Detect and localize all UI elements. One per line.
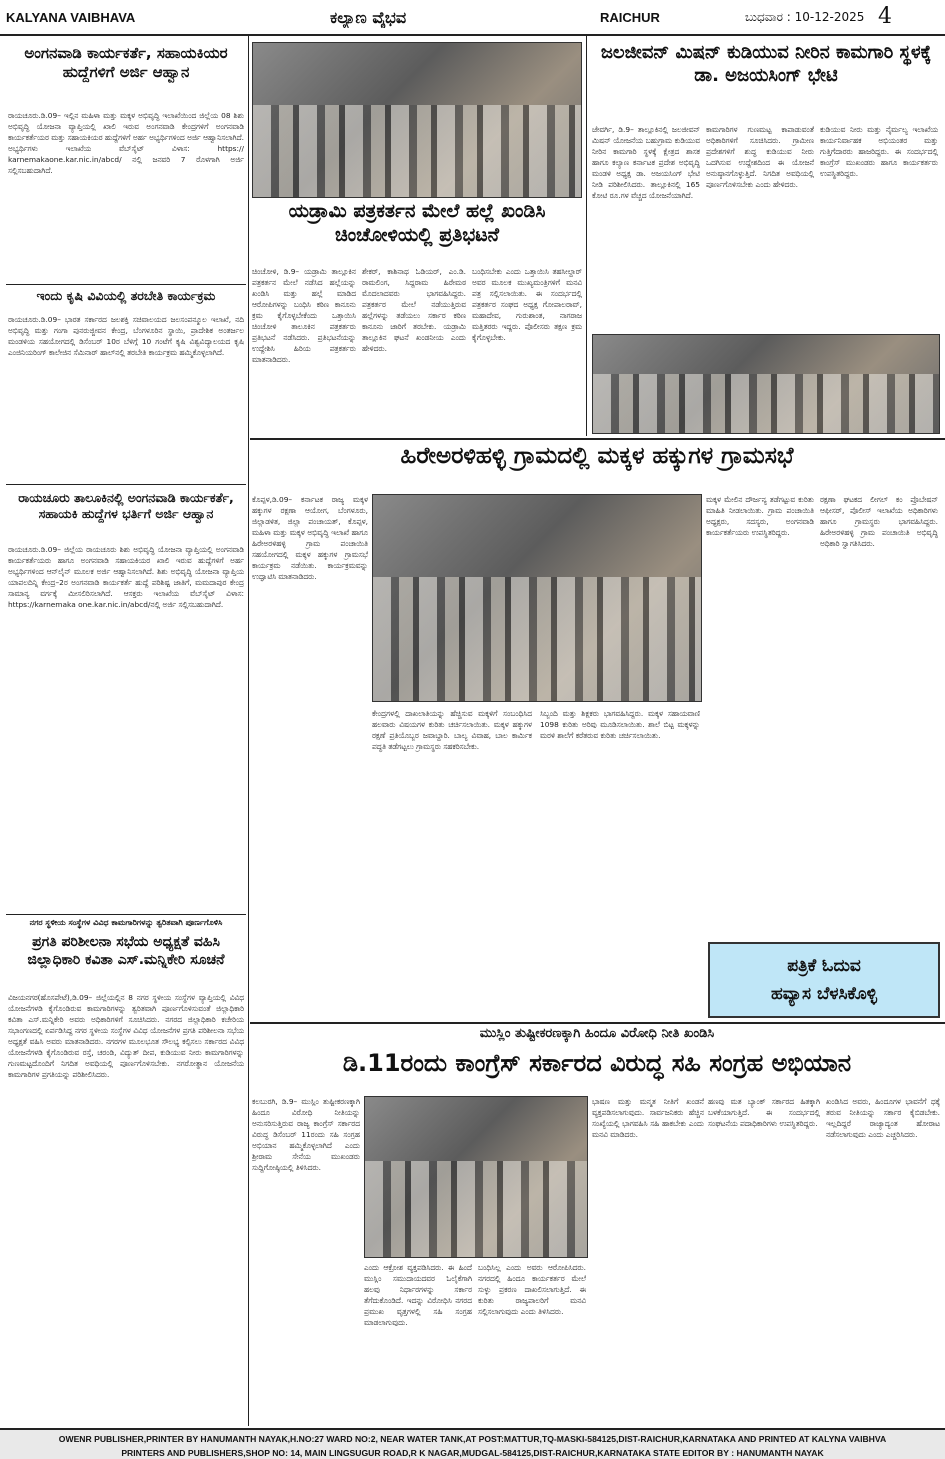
divider	[6, 284, 246, 285]
article-review-kicker: ನಗರ ಸ್ಥಳೀಯ ಸಂಸ್ಥೆಗಳ ವಿವಿಧ ಕಾಮಗಾರಿಗಳನ್ನು ತ್ವರಿತವಾಗಿ ಪೂರ್ಣಗೊಳಿಸಿ	[29, 918, 223, 927]
reading-habit-promo	[708, 942, 940, 1018]
child-rights-body-col1: ಕೊಪ್ಪಳ,ಡಿ.09– ಕರ್ನಾಟಕ ರಾಜ್ಯ ಮಕ್ಕಳ ಹಕ್ಕುಗಳ ರಕ್ಷಣಾ ಆಯೋಗ, ಬೆಂಗಳೂರು, ಜಿಲ್ಲಾಡಳಿತ, ಜಿಲ್ಲಾ ಪಂಚಾಯತ್, ಕೊಪ್ಪಳ, ಮಹಿಳಾ ಮತ್ತು ಮಕ್ಕಳ ಅಭಿವೃದ್ಧಿ ಇಲಾಖೆ ಹಾಗೂ ಹಿರೇಅರಳಿಹಳ್ಳಿ ಗ್ರಾಮ ಪಂಚಾಯಿತಿ ಸಹಯೋಗದಲ್ಲಿ ಮಕ್ಕಳ ಹಕ್ಕುಗಳ ಗ್ರಾಮಸಭೆ ಕಾರ್ಯಕ್ರಮ ನಡೆಯಿತು. ಕಾರ್ಯಕ್ರಮವನ್ನು ಉದ್ಘಾಟಿಸಿ ಮಾತನಾಡಿದರು.	[252, 495, 368, 581]
journalist-protest-photo	[252, 42, 582, 198]
masthead-rule	[0, 34, 945, 36]
paper-name-kannada: ಕಲ್ಯಾಣ ವೈಭವ	[330, 8, 407, 27]
promo-line-2: ಹವ್ಯಾಸ ಬೆಳಸಿಕೊಳ್ಳಿ	[770, 984, 878, 1004]
section-rule	[250, 438, 945, 440]
article-raichur-anganwadi-headline: ರಾಯಚೂರು ತಾಲೂಕಿನಲ್ಲಿ ಅಂಗನವಾಡಿ ಕಾರ್ಯಕರ್ತೆ, ಸಹಾಯಕಿ ಹುದ್ದೆಗಳ ಭರ್ತಿಗೆ ಅರ್ಜಿ ಆಹ್ವಾನ	[18, 490, 234, 521]
paper-name-english: KALYANA VAIBHAVA	[6, 10, 136, 25]
divider	[6, 484, 246, 485]
campaign-body-col6: ಖಂಡಿಸಿದ ಅವರು, ಹಿಂದೂಗಳ ಭಾವನೆಗೆ ಧಕ್ಕೆ ತರುವ ನೀತಿಯನ್ನು ಸರ್ಕಾರ ಕೈಬಿಡಬೇಕು. ಇಲ್ಲದಿದ್ದರೆ ರಾಜ್ಯಾದ್ಯಂತ ಹೋರಾಟ ನಡೆಸಲಾಗುವುದು ಎಂದು ಎಚ್ಚರಿಸಿದರು.	[826, 1097, 940, 1139]
page-number: 4	[878, 4, 892, 29]
child-rights-body-col3: ಸಿಬ್ಬಂದಿ ಮತ್ತು ಶಿಕ್ಷಕರು ಭಾಗವಹಿಸಿದ್ದರು. ಮಕ್ಕಳ ಸಹಾಯವಾಣಿ 1098 ಕುರಿತು ಅರಿವು ಮೂಡಿಸಲಾಯಿತು. ಶಾಲೆ ಬಿಟ್ಟ ಮಕ್ಕಳನ್ನು ಮರಳಿ ಶಾಲೆಗೆ ಕರೆತರುವ ಕುರಿತು ಚರ್ಚಿಸಲಾಯಿತು.	[540, 709, 700, 740]
campaign-kicker: ಮುಸ್ಲಿಂ ತುಷ್ಟೀಕರಣಕ್ಕಾಗಿ ಹಿಂದೂ ವಿರೋಧಿ ನೀತಿ ಖಂಡಿಸಿ	[479, 1026, 715, 1041]
child-rights-photo	[372, 494, 702, 702]
article-anganwadi-headline: ಅಂಗನವಾಡಿ ಕಾರ್ಯಕರ್ತೆ, ಸಹಾಯಕಿಯರ ಹುದ್ದೆಗಳಿಗೆ ಅರ್ಜಿ ಆಹ್ವಾನ	[24, 44, 228, 81]
article-raichur-anganwadi-body: ರಾಯಚೂರು.ಡಿ.09– ಜಿಲ್ಲೆಯ ರಾಯಚೂರು ಶಿಶು ಅಭಿವೃದ್ಧಿ ಯೋಜನಾ ವ್ಯಾಪ್ತಿಯಲ್ಲಿ ಅಂಗನವಾಡಿ ಕಾರ್ಯಕರ್ತೆಯರು ಹಾಗೂ ಅಂಗನವಾಡಿ ಸಹಾಯಕಿಯರ ಖಾಲಿ ಇರುವ ಹುದ್ದೆಗಳಿಗೆ ಅರ್ಹ ಅಭ್ಯರ್ಥಿಗಳಿಂದ ಆನ್‌ಲೈನ್ ಮೂಲಕ ಅರ್ಜಿ ಆಹ್ವಾನಿಸಲಾಗಿದೆ. ಶಿಶು ಅಭಿವೃದ್ಧಿ ಯೋಜನಾ ವ್ಯಾಪ್ತಿಯ ಯಾಪಲದಿನ್ನಿ ಕೇಂದ್ರ–2ರ ಅಂಗನವಾಡಿ ಕಾರ್ಯಕರ್ತೆ ಹುದ್ದೆ ಪರಿಶಿಷ್ಟ ಜಾತಿಗೆ, ಮಮದಾಪುರ ಕೇಂದ್ರ ಸಾಮಾನ್ಯ ವರ್ಗಕ್ಕೆ ಮೀಸಲಿರಿಸಲಾಗಿದೆ. ಆಸಕ್ತರು ಇಲಾಖೆಯ ವೆಬ್‌ಸೈಟ್ ವಿಳಾಸ: https://karnemaka one.kar.nic.in/abcd/ನಲ್ಲಿ ಅರ್ಜಿ ಸಲ್ಲಿಸಬಹುದಾಗಿದೆ.	[8, 545, 244, 609]
jaljeevan-photo	[592, 334, 940, 434]
jaljeevan-body-col1: ಜೇವರ್ಗಿ, ಡಿ.9– ತಾಲ್ಲೂಕಿನಲ್ಲಿ ಜಲಜೀವನ್ ಮಿಷನ್ ಯೋಜನೆಯ ಬಹುಗ್ರಾಮ ಕುಡಿಯುವ ನೀರಿನ ಕಾಮಗಾರಿ ಸ್ಥಳಕ್ಕೆ ಕ್ಷೇತ್ರದ ಶಾಸಕ ಹಾಗೂ ಕಲ್ಯಾಣ ಕರ್ನಾಟಕ ಪ್ರದೇಶ ಅಭಿವೃದ್ಧಿ ಮಂಡಳಿ ಅಧ್ಯಕ್ಷ ಡಾ. ಅಜಯಸಿಂಗ್ ಭೇಟಿ ನೀಡಿ ಪರಿಶೀಲಿಸಿದರು. ತಾಲ್ಲೂಕಿನಲ್ಲಿ 165 ಕೋಟಿ ರೂ.ಗಳ ವೆಚ್ಚದ ಯೋಜನೆಯಾಗಿದೆ.	[592, 125, 700, 200]
child-rights-body-col2: ಕೇಂದ್ರಗಳಲ್ಲಿ ದಾಖಲಾತಿಯನ್ನು ಹೆಚ್ಚಿಸುವ ಮಕ್ಕಳಿಗೆ ಸಂಬಂಧಿಸಿದ ಹಲವಾರು ವಿಷಯಗಳ ಕುರಿತು ಚರ್ಚಿಸಲಾಯಿತು. ಮಕ್ಕಳ ಹಕ್ಕುಗಳ ರಕ್ಷಣೆ ಪ್ರತಿಯೊಬ್ಬರ ಜವಾಬ್ದಾರಿ. ಬಾಲ್ಯ ವಿವಾಹ, ಬಾಲ ಕಾರ್ಮಿಕ ಪದ್ಧತಿ ತಡೆಗಟ್ಟಲು ಗ್ರಾಮಸ್ಥರು ಸಹಕರಿಸಬೇಕು.	[372, 709, 532, 751]
section-rule	[250, 1022, 945, 1024]
column-divider	[248, 36, 249, 1426]
promo-line-1: ಪತ್ರಿಕೆ ಓದುವ	[787, 956, 861, 976]
campaign-body-col1: ಕಲಬುರಗಿ, ಡಿ.9– ಮುಸ್ಲಿಂ ತುಷ್ಟೀಕರಣಕ್ಕಾಗಿ ಹಿಂದೂ ವಿರೋಧಿ ನೀತಿಯನ್ನು ಅನುಸರಿಸುತ್ತಿರುವ ರಾಜ್ಯ ಕಾಂಗ್ರೆಸ್ ಸರ್ಕಾರದ ವಿರುದ್ಧ ಡಿಸೆಂಬರ್ 11ರಂದು ಸಹಿ ಸಂಗ್ರಹ ಅಭಿಯಾನ ಹಮ್ಮಿಕೊಳ್ಳಲಾಗಿದೆ ಎಂದು ಶ್ರೀರಾಮ ಸೇನೆಯ ಮುಖಂಡರು ಸುದ್ದಿಗೋಷ್ಠಿಯಲ್ಲಿ ತಿಳಿಸಿದರು.	[252, 1097, 360, 1172]
article-review-headline: ಪ್ರಗತಿ ಪರಿಶೀಲನಾ ಸಭೆಯ ಅಧ್ಯಕ್ಷತೆ ವಹಿಸಿ ಜಿಲ್ಲಾಧಿಕಾರಿ ಕವಿತಾ ಎಸ್.ಮನ್ನಿಕೇರಿ ಸೂಚನೆ	[27, 934, 225, 968]
jaljeevan-body-col3: ಕುಡಿಯುವ ನೀರು ಮತ್ತು ನೈರ್ಮಲ್ಯ ಇಲಾಖೆಯ ಕಾರ್ಯನಿರ್ವಾಹಕ ಅಭಿಯಂತರ ಮತ್ತು ಗುತ್ತಿಗೆದಾರರು ಹಾಜರಿದ್ದರು. ಈ ಸಂದರ್ಭದಲ್ಲಿ ಕಾಂಗ್ರೆಸ್ ಮುಖಂಡರು ಹಾಗೂ ಕಾರ್ಯಕರ್ತರು ಉಪಸ್ಥಿತರಿದ್ದರು.	[820, 125, 938, 178]
campaign-body-col5: ಹಣವು ಮತ ಬ್ಯಾಂಕ್ ಸರ್ಕಾರದ ಹಿತಕ್ಕಾಗಿ ಬಳಕೆಯಾಗುತ್ತಿದೆ. ಈ ಸಂದರ್ಭದಲ್ಲಿ ಸಂಘಟನೆಯ ಪದಾಧಿಕಾರಿಗಳು ಉಪಸ್ಥಿತರಿದ್ದರು.	[708, 1097, 820, 1128]
imprint-line-2: PRINTERS AND PUBLISHERS,SHOP NO: 14, MAIN LINGSUGUR ROAD,R K NAGAR,MUDGAL-584125,DIST-RAICHUR,KARNATAKA STATE EDITOR BY : HANUMANTH NAYAK	[121, 1448, 824, 1458]
campaign-body-col3: ಬಂಧಿಸಿಲ್ಲ ಎಂದು ಅವರು ಆರೋಪಿಸಿದರು. ನಗರದಲ್ಲಿ ಹಿಂದೂ ಕಾರ್ಯಕರ್ತರ ಮೇಲೆ ಸುಳ್ಳು ಪ್ರಕರಣ ದಾಖಲಿಸಲಾಗುತ್ತಿದೆ. ಈ ಕುರಿತು ರಾಜ್ಯಪಾಲರಿಗೆ ಮನವಿ ಸಲ್ಲಿಸಲಾಗುವುದು ಎಂದು ತಿಳಿಸಿದರು.	[478, 1263, 586, 1316]
journalist-protest-headline: ಯಡ್ರಾಮಿ ಪತ್ರಕರ್ತನ ಮೇಲೆ ಹಲ್ಲೆ ಖಂಡಿಸಿ ಚಿಂಚೋಳಿಯಲ್ಲಿ ಪ್ರತಿಭಟನೆ	[288, 200, 546, 246]
day-label: ಬುಧವಾರ	[745, 10, 783, 24]
imprint-footer	[0, 1428, 945, 1459]
date-label: 10-12-2025	[794, 10, 865, 24]
article-anganwadi-body: ರಾಯಚೂರು.ಡಿ.09– ಇಲ್ಲಿನ ಮಹಿಳಾ ಮತ್ತು ಮಕ್ಕಳ ಅಭಿವೃದ್ಧಿ ಇಲಾಖೆಯಿಂದ ಜಿಲ್ಲೆಯ 08 ಶಿಶು ಅಭಿವೃದ್ಧಿ ಯೋಜನಾ ವ್ಯಾಪ್ತಿಯಲ್ಲಿ ಖಾಲಿ ಇರುವ ಅಂಗನವಾಡಿ ಕೇಂದ್ರಗಳಿಗೆ ಅಂಗನವಾಡಿ ಕಾರ್ಯಕರ್ತೆಯರ ಮತ್ತು ಸಹಾಯಕಿಯರ ಹುದ್ದೆಗಳಿಗೆ ಅರ್ಹ ಅಭ್ಯರ್ಥಿಗಳಿಂದ ಅರ್ಜಿ ಆಹ್ವಾನಿಸಲಾಗಿದೆ. ಅಭ್ಯರ್ಥಿಗಳು ಇಲಾಖೆಯ ವೆಬ್‌ಸೈಟ್ ವಿಳಾಸ: https:// karnemakaone.kar.nic.in/abcd/ ನಲ್ಲಿ ಜನವರಿ 7 ರೊಳಗಾಗಿ ಅರ್ಜಿ ಸಲ್ಲಿಸಬಹುದಾಗಿದೆ.	[8, 111, 244, 175]
child-rights-body-col4: ಮಕ್ಕಳ ಮೇಲಿನ ದೌರ್ಜನ್ಯ ತಡೆಗಟ್ಟುವ ಕುರಿತು ಮಾಹಿತಿ ನೀಡಲಾಯಿತು. ಗ್ರಾಮ ಪಂಚಾಯಿತಿ ಅಧ್ಯಕ್ಷರು, ಸದಸ್ಯರು, ಅಂಗನವಾಡಿ ಕಾರ್ಯಕರ್ತೆಯರು ಉಪಸ್ಥಿತರಿದ್ದರು.	[706, 495, 814, 537]
divider	[6, 914, 246, 915]
campaign-body-col4: ಭಾಷಣ ಮತ್ತು ಮನ್ಮತ ನೀತಿಗೆ ಖಂಡನೆ ವ್ಯಕ್ತಪಡಿಸಲಾಗುವುದು. ಸಾರ್ವಜನಿಕರು ಹೆಚ್ಚಿನ ಸಂಖ್ಯೆಯಲ್ಲಿ ಭಾಗವಹಿಸಿ ಸಹಿ ಹಾಕಬೇಕು ಎಂದು ಮನವಿ ಮಾಡಿದರು.	[592, 1097, 704, 1139]
article-training-body: ರಾಯಚೂರು.ಡಿ.09– ಭಾರತ ಸರ್ಕಾರದ ಜಲಶಕ್ತಿ ಸಚಿವಾಲಯದ ಜಲಸಂಪನ್ಮೂಲ ಇಲಾಖೆ, ನದಿ ಅಭಿವೃದ್ಧಿ ಮತ್ತು ಗಂಗಾ ಪುನರುಜ್ಜೀವನ ಕೇಂದ್ರ, ಬೆಂಗಳೂರಿನ ಸ್ಥಾಯಿ, ಪ್ರಾದೇಶಿಕ ಅಂತರ್ಜಲ ಮಂಡಳಿಯ ಸಹಯೋಗದಲ್ಲಿ ಡಿಸೆಂಬರ್ 10ರ ಬೆಳಿಗ್ಗೆ 10 ಗಂಟೆಗೆ ಕೃಷಿ ವಿಶ್ವವಿದ್ಯಾಲಯದ ಕೃಷಿ ಎಂಜಿನಿಯರಿಂಗ್ ಕಾಲೇಜಿನ ಸೆಮಿನಾರ್ ಹಾಲ್‌ನಲ್ಲಿ ತರಬೇತಿ ಕಾರ್ಯಕ್ರಮ ಹಮ್ಮಿಕೊಳ್ಳಲಾಗಿದೆ.	[8, 315, 244, 357]
campaign-body-col2: ಎಂದು ಆಕ್ರೋಶ ವ್ಯಕ್ತಪಡಿಸಿದರು. ಈ ಹಿಂದೆ ಮುಸ್ಲಿಂ ಸಮುದಾಯದವರ ಓಲೈಕೆಗಾಗಿ ಹಲವು ನಿರ್ಧಾರಗಳನ್ನು ಸರ್ಕಾರ ತೆಗೆದುಕೊಂಡಿದೆ. ಇದನ್ನು ವಿರೋಧಿಸಿ ನಗರದ ಪ್ರಮುಖ ವೃತ್ತಗಳಲ್ಲಿ ಸಹಿ ಸಂಗ್ರಹ ಮಾಡಲಾಗುವುದು.	[364, 1263, 472, 1327]
child-rights-body-col5: ರಕ್ಷಣಾ ಘಟಕದ ಲೀಗಲ್ ಕಂ ಪ್ರೊಬೇಷನ್ ಆಫೀಸರ್, ಪೊಲೀಸ್ ಇಲಾಖೆಯ ಅಧಿಕಾರಿಗಳು ಹಾಗೂ ಗ್ರಾಮಸ್ಥರು ಭಾಗವಹಿಸಿದ್ದರು. ಹಿರೇಅರಳಿಹಳ್ಳಿ ಗ್ರಾಮ ಪಂಚಾಯಿತಿ ಅಭಿವೃದ್ಧಿ ಅಧಿಕಾರಿ ಸ್ವಾಗತಿಸಿದರು.	[820, 495, 938, 548]
jaljeevan-headline: ಜಲಜೀವನ್ ಮಿಷನ್ ಕುಡಿಯುವ ನೀರಿನ ಕಾಮಗಾರಿ ಸ್ಥಳಕ್ಕೆ ಡಾ. ಅಜಯಸಿಂಗ್ ಭೇಟಿ	[600, 42, 932, 86]
campaign-headline: ಡಿ.11ರಂದು ಕಾಂಗ್ರೆಸ್ ಸರ್ಕಾರದ ವಿರುದ್ಧ ಸಹಿ ಸಂಗ್ರಹ ಅಭಿಯಾನ	[342, 1049, 852, 1077]
issue-date: ಬುಧವಾರ : 10-12-2025	[745, 10, 865, 24]
child-rights-headline: ಹಿರೇಅರಳಿಹಳ್ಳಿ ಗ್ರಾಮದಲ್ಲಿ ಮಕ್ಕಳ ಹಕ್ಕುಗಳ ಗ್ರಾಮಸಭೆ	[400, 443, 794, 469]
city-label: RAICHUR	[600, 10, 660, 25]
article-training-headline: ಇಂದು ಕೃಷಿ ವಿವಿಯಲ್ಲಿ ತರಬೇತಿ ಕಾರ್ಯಕ್ರಮ	[36, 288, 216, 303]
jaljeevan-body-col2: ಕಾಮಗಾರಿಗಳ ಗುಣಮಟ್ಟ ಕಾಪಾಡುವಂತೆ ಅಧಿಕಾರಿಗಳಿಗೆ ಸೂಚಿಸಿದರು. ಗ್ರಾಮೀಣ ಪ್ರದೇಶಗಳಿಗೆ ಶುದ್ಧ ಕುಡಿಯುವ ನೀರು ಒದಗಿಸುವ ಉದ್ದೇಶದಿಂದ ಈ ಯೋಜನೆ ಅನುಷ್ಠಾನಗೊಳ್ಳುತ್ತಿದೆ. ನಿಗದಿತ ಅವಧಿಯಲ್ಲಿ ಪೂರ್ಣಗೊಳಿಸಬೇಕು ಎಂದು ಹೇಳಿದರು.	[706, 125, 814, 189]
article-review-body: ವಿಜಯನಗರ(ಹೊಸಪೇಟೆ),ಡಿ.09– ಜಿಲ್ಲೆಯಲ್ಲಿನ 8 ನಗರ ಸ್ಥಳೀಯ ಸಂಸ್ಥೆಗಳ ವ್ಯಾಪ್ತಿಯಲ್ಲಿ ವಿವಿಧ ಯೋಜನೆಗಳಡಿ ಕೈಗೊಂಡಿರುವ ಕಾಮಗಾರಿಗಳನ್ನು ತ್ವರಿತವಾಗಿ ಪೂರ್ಣಗೊಳಿಸುವಂತೆ ಜಿಲ್ಲಾಧಿಕಾರಿ ಕವಿತಾ ಎಸ್.ಮನ್ನಿಕೇರಿ ಅವರು ಅಧಿಕಾರಿಗಳಿಗೆ ಸೂಚಿಸಿದರು. ನಗರದ ಜಿಲ್ಲಾಧಿಕಾರಿ ಕಚೇರಿಯ ಸಭಾಂಗಣದಲ್ಲಿ ಏರ್ಪಡಿಸಿದ್ದ ನಗರ ಸ್ಥಳೀಯ ಸಂಸ್ಥೆಗಳ ವಿವಿಧ ಯೋಜನೆಗಳ ಪ್ರಗತಿ ಪರಿಶೀಲನಾ ಸಭೆಯ ಅಧ್ಯಕ್ಷತೆ ವಹಿಸಿ ಅವರು ಮಾತನಾಡಿದರು. ನಗರಗಳ ಮೂಲಭೂತ ಸೌಲಭ್ಯ ಕಲ್ಪಿಸಲು ಸರ್ಕಾರದ ವಿವಿಧ ಯೋಜನೆಗಳಡಿ ಕೈಗೊಂಡಿರುವ ರಸ್ತೆ, ಚರಂಡಿ, ವಿದ್ಯುತ್ ದೀಪ, ಕುಡಿಯುವ ನೀರು ಕಾಮಗಾರಿಗಳನ್ನು ಗುಣಮಟ್ಟದೊಂದಿಗೆ ನಿಗದಿತ ಅವಧಿಯಲ್ಲಿ ಪೂರ್ಣಗೊಳಿಸಬೇಕು. ನಗರೋತ್ಥಾನ ಯೋಜನೆಯ ಕಾಮಗಾರಿಗಳ ಪ್ರಗತಿಯನ್ನು ಪರಿಶೀಲಿಸಿದರು.	[8, 993, 244, 1079]
journalist-protest-body-col3: ಬಂಧಿಸಬೇಕು ಎಂದು ಒತ್ತಾಯಿಸಿ ತಹಸೀಲ್ದಾರ್ ಅವರ ಮೂಲಕ ಮುಖ್ಯಮಂತ್ರಿಗಳಿಗೆ ಮನವಿ ಪತ್ರ ಸಲ್ಲಿಸಲಾಯಿತು. ಈ ಸಂದರ್ಭದಲ್ಲಿ ಪತ್ರಕರ್ತರ ಸಂಘದ ಅಧ್ಯಕ್ಷ ಗೋಪಾಲರಾವ್, ಮಹಾದೇವ, ಗುರುಶಾಂತ, ನಾಗರಾಜ ಮತ್ತಿತರರು ಇದ್ದರು. ಪೊಲೀಸರು ತಕ್ಷಣ ಕ್ರಮ ಕೈಗೊಳ್ಳಬೇಕು.	[472, 267, 582, 342]
journalist-protest-body-col1: ಚಿಂಚೋಳಿ, ಡಿ.9– ಯಡ್ರಾಮಿ ತಾಲ್ಲೂಕಿನ ಪತ್ರಕರ್ತನ ಮೇಲೆ ನಡೆಸಿದ ಹಲ್ಲೆಯನ್ನು ಖಂಡಿಸಿ ಮತ್ತು ಹಲ್ಲೆ ಮಾಡಿದ ಆರೋಪಿಗಳನ್ನು ಬಂಧಿಸಿ ಕಠಿಣ ಕಾನೂನು ಕ್ರಮ ಕೈಗೊಳ್ಳಬೇಕೆಂದು ಒತ್ತಾಯಿಸಿ ಚಿಂಚೋಳಿ ತಾಲೂಕಿನ ಪತ್ರಕರ್ತರು ಪ್ರತಿಭಟನೆ ನಡೆಸಿದರು. ಪ್ರತಿಭಟನೆಯನ್ನು ಉದ್ದೇಶಿಸಿ ಹಿರಿಯ ಪತ್ರಕರ್ತರು ಮಾತನಾಡಿದರು.	[252, 267, 356, 364]
imprint-line-1: OWENR PUBLISHER,PRINTER BY HANUMANTH NAYAK,H.NO:27 WARD NO:2, NEAR WATER TANK,AT POST:MATTUR,TQ-MASKI-584125,DIST-RAICHUR,KARNATAKA AND PRINTED AT KALYNA VAIBHVA	[58, 1434, 887, 1444]
journalist-protest-body-col2: ಶೇಕರ್, ಕಾಶಿನಾಥ ಓಡಿಯರ್, ಎಂ.ಡಿ. ರಾಮಲಿಂಗ, ಸಿದ್ದರಾಮ ಹಿರೇಮಠ ಮೊದಲಾದವರು ಭಾಗವಹಿಸಿದ್ದರು. ಪತ್ರಕರ್ತರ ಮೇಲೆ ನಡೆಯುತ್ತಿರುವ ಹಲ್ಲೆಗಳನ್ನು ತಡೆಯಲು ಸರ್ಕಾರ ಕಠಿಣ ಕಾನೂನು ಜಾರಿಗೆ ತರಬೇಕು. ಯಡ್ರಾಮಿ ತಾಲ್ಲೂಕಿನ ಘಟನೆ ಖಂಡನೀಯ ಎಂದು ಹೇಳಿದರು.	[362, 267, 466, 353]
campaign-press-photo	[364, 1096, 588, 1258]
column-divider	[586, 36, 587, 436]
